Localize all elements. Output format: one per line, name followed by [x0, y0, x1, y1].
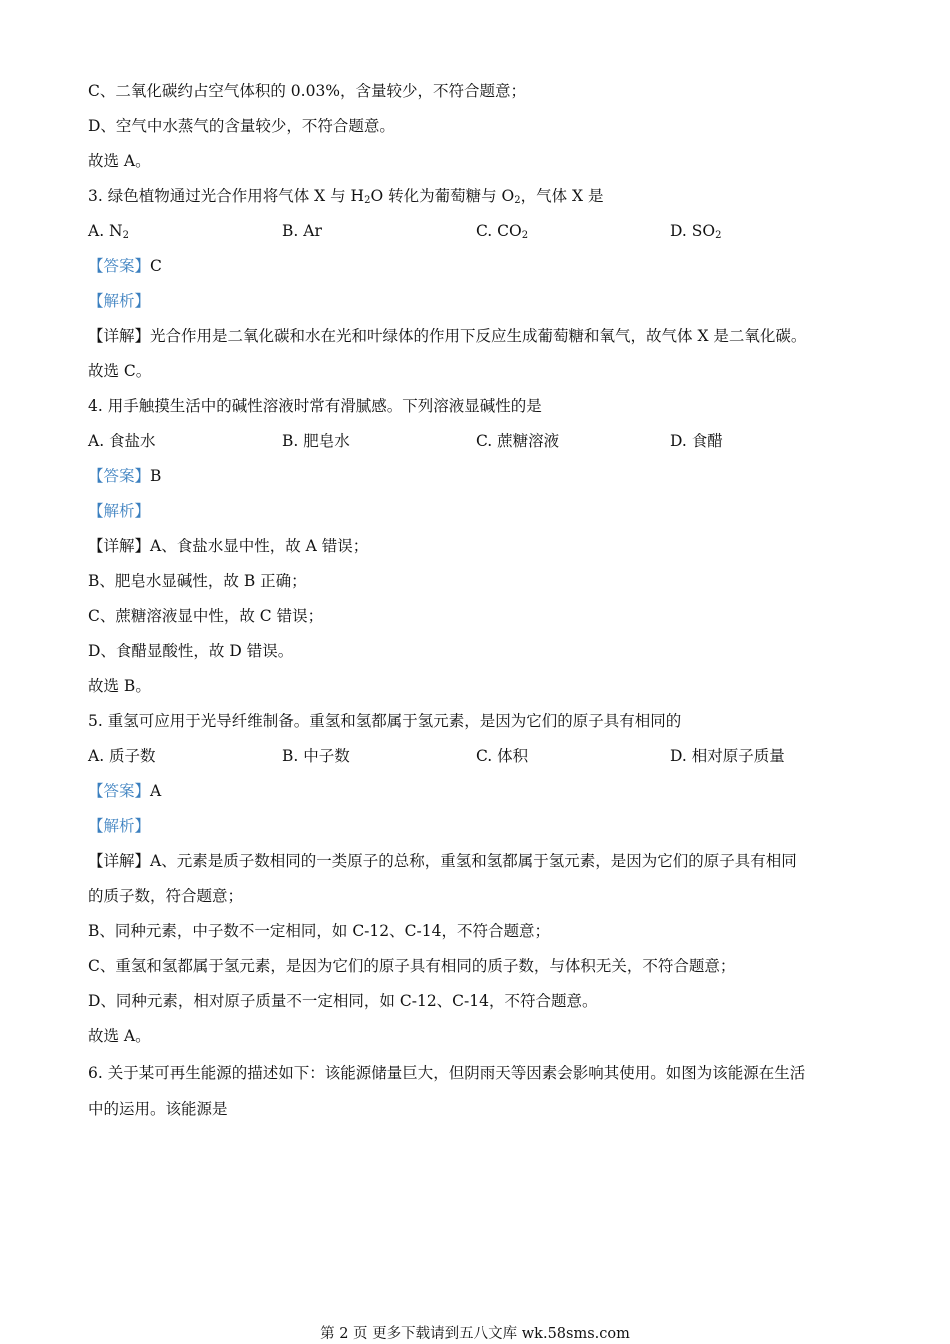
option-c: C. 蔗糖溶液 [476, 432, 560, 450]
answer-line: 【答案】B [88, 467, 162, 485]
text-line: B、同种元素，中子数不一定相同，如 C-12、C-14，不符合题意； [88, 922, 550, 940]
question-5: 5. 重氢可应用于光导纤维制备。重氢和氢都属于氢元素，是因为它们的原子具有相同的 [88, 712, 682, 730]
text-line: C、二氧化碳约占空气体积的 0.03%，含量较少，不符合题意； [88, 82, 527, 100]
option-b: B. 肥皂水 [282, 432, 350, 450]
text-line: C、蔗糖溶液显中性，故 C 错误； [88, 607, 324, 625]
option-a: A. $N_2$ [88, 222, 129, 241]
text-line: 故选 A。 [88, 152, 151, 170]
option-a: A. 食盐水 [88, 432, 156, 450]
question-3: 3. 绿色植物通过光合作用将气体 X 与 $H_2O$ 转化为葡萄糖与 $O_2$，气体 X 是 [88, 187, 604, 206]
text-line: D、空气中水蒸气的含量较少，不符合题意。 [88, 117, 395, 135]
text-line: B、肥皂水显碱性，故 B 正确； [88, 572, 307, 590]
option-c: C. $CO_2$ [476, 222, 529, 241]
option-b: B. 中子数 [282, 747, 350, 765]
question-6: 6. 关于某可再生能源的描述如下：该能源储量巨大，但阴雨天等因素会影响其使用。如图为该能源在生活 [88, 1064, 806, 1082]
analysis-tag: 【解析】 [88, 502, 151, 520]
analysis-tag: 【解析】 [88, 292, 151, 310]
analysis-tag: 【解析】 [88, 817, 151, 835]
option-a: A. 质子数 [88, 747, 156, 765]
detail-line: 【详解】A、食盐水显中性，故 A 错误； [88, 537, 369, 555]
text-line: 中的运用。该能源是 [88, 1100, 228, 1118]
detail-line: 【详解】A、元素是质子数相同的一类原子的总称，重氢和氢都属于氢元素，是因为它们的原子具有相同 [88, 852, 797, 870]
text-line: 的质子数，符合题意； [88, 887, 244, 905]
question-4: 4. 用手触摸生活中的碱性溶液时常有滑腻感。下列溶液显碱性的是 [88, 397, 542, 415]
text-line: 故选 C。 [88, 362, 152, 380]
option-d: D. 食醋 [670, 432, 723, 450]
option-c: C. 体积 [476, 747, 529, 765]
page-footer: 第 2 页 更多下载请到五八文库 wk.58sms.com [320, 1326, 630, 1342]
answer-line: 【答案】C [88, 257, 162, 275]
text-line: C、重氢和氢都属于氢元素，是因为它们的原子具有相同的质子数，与体积无关，不符合题意； [88, 957, 736, 975]
text-line: D、同种元素，相对原子质量不一定相同，如 C-12、C-14，不符合题意。 [88, 992, 598, 1010]
option-b: B. Ar [282, 222, 322, 240]
option-d: D. $SO_2$ [670, 222, 722, 241]
detail-line: 【详解】光合作用是二氧化碳和水在光和叶绿体的作用下反应生成葡萄糖和氧气，故气体 X 是二氧化碳。 [88, 327, 807, 345]
text-line: 故选 B。 [88, 677, 151, 695]
text-line: D、食醋显酸性，故 D 错误。 [88, 642, 294, 660]
text-line: 故选 A。 [88, 1027, 151, 1045]
answer-line: 【答案】A [88, 782, 162, 800]
option-d: D. 相对原子质量 [670, 747, 785, 765]
